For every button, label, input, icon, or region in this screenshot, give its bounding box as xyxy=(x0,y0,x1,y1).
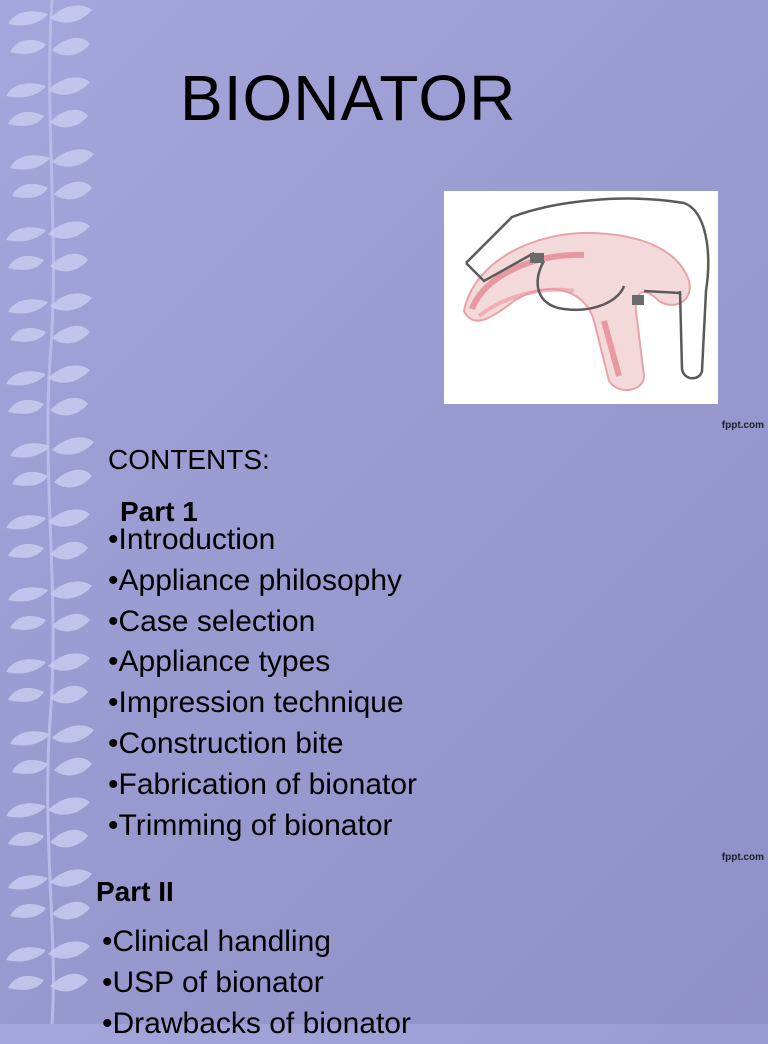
part2-heading: Part II xyxy=(96,876,174,907)
watermark-label: fppt.com xyxy=(721,420,764,431)
list-item: •Appliance philosophy xyxy=(108,563,403,597)
watermark-label: fppt.com xyxy=(721,852,764,863)
list-item: •Impression technique xyxy=(108,686,404,720)
list-item: •Construction bite xyxy=(108,726,344,760)
part2-list xyxy=(102,922,411,1044)
list-item: •Drawbacks of bionator xyxy=(102,1006,411,1040)
list-item: •Case selection xyxy=(108,604,316,638)
slide-title: BIONATOR xyxy=(180,62,517,134)
list-item: •Trimming of bionator xyxy=(108,808,393,842)
bionator-appliance-photo xyxy=(444,191,718,404)
list-item: •Fabrication of bionator xyxy=(108,767,418,801)
list-item: •Introduction xyxy=(108,523,276,556)
list-item: •Appliance types xyxy=(108,645,331,679)
list-item: •USP of bionator xyxy=(102,965,324,999)
contents-heading: CONTENTS: xyxy=(108,444,270,475)
list-item: •Clinical handling xyxy=(102,925,331,958)
part1-list xyxy=(108,520,417,846)
part1-heading: Part 1 xyxy=(120,496,198,527)
leaf-vine-icon xyxy=(0,0,100,1024)
